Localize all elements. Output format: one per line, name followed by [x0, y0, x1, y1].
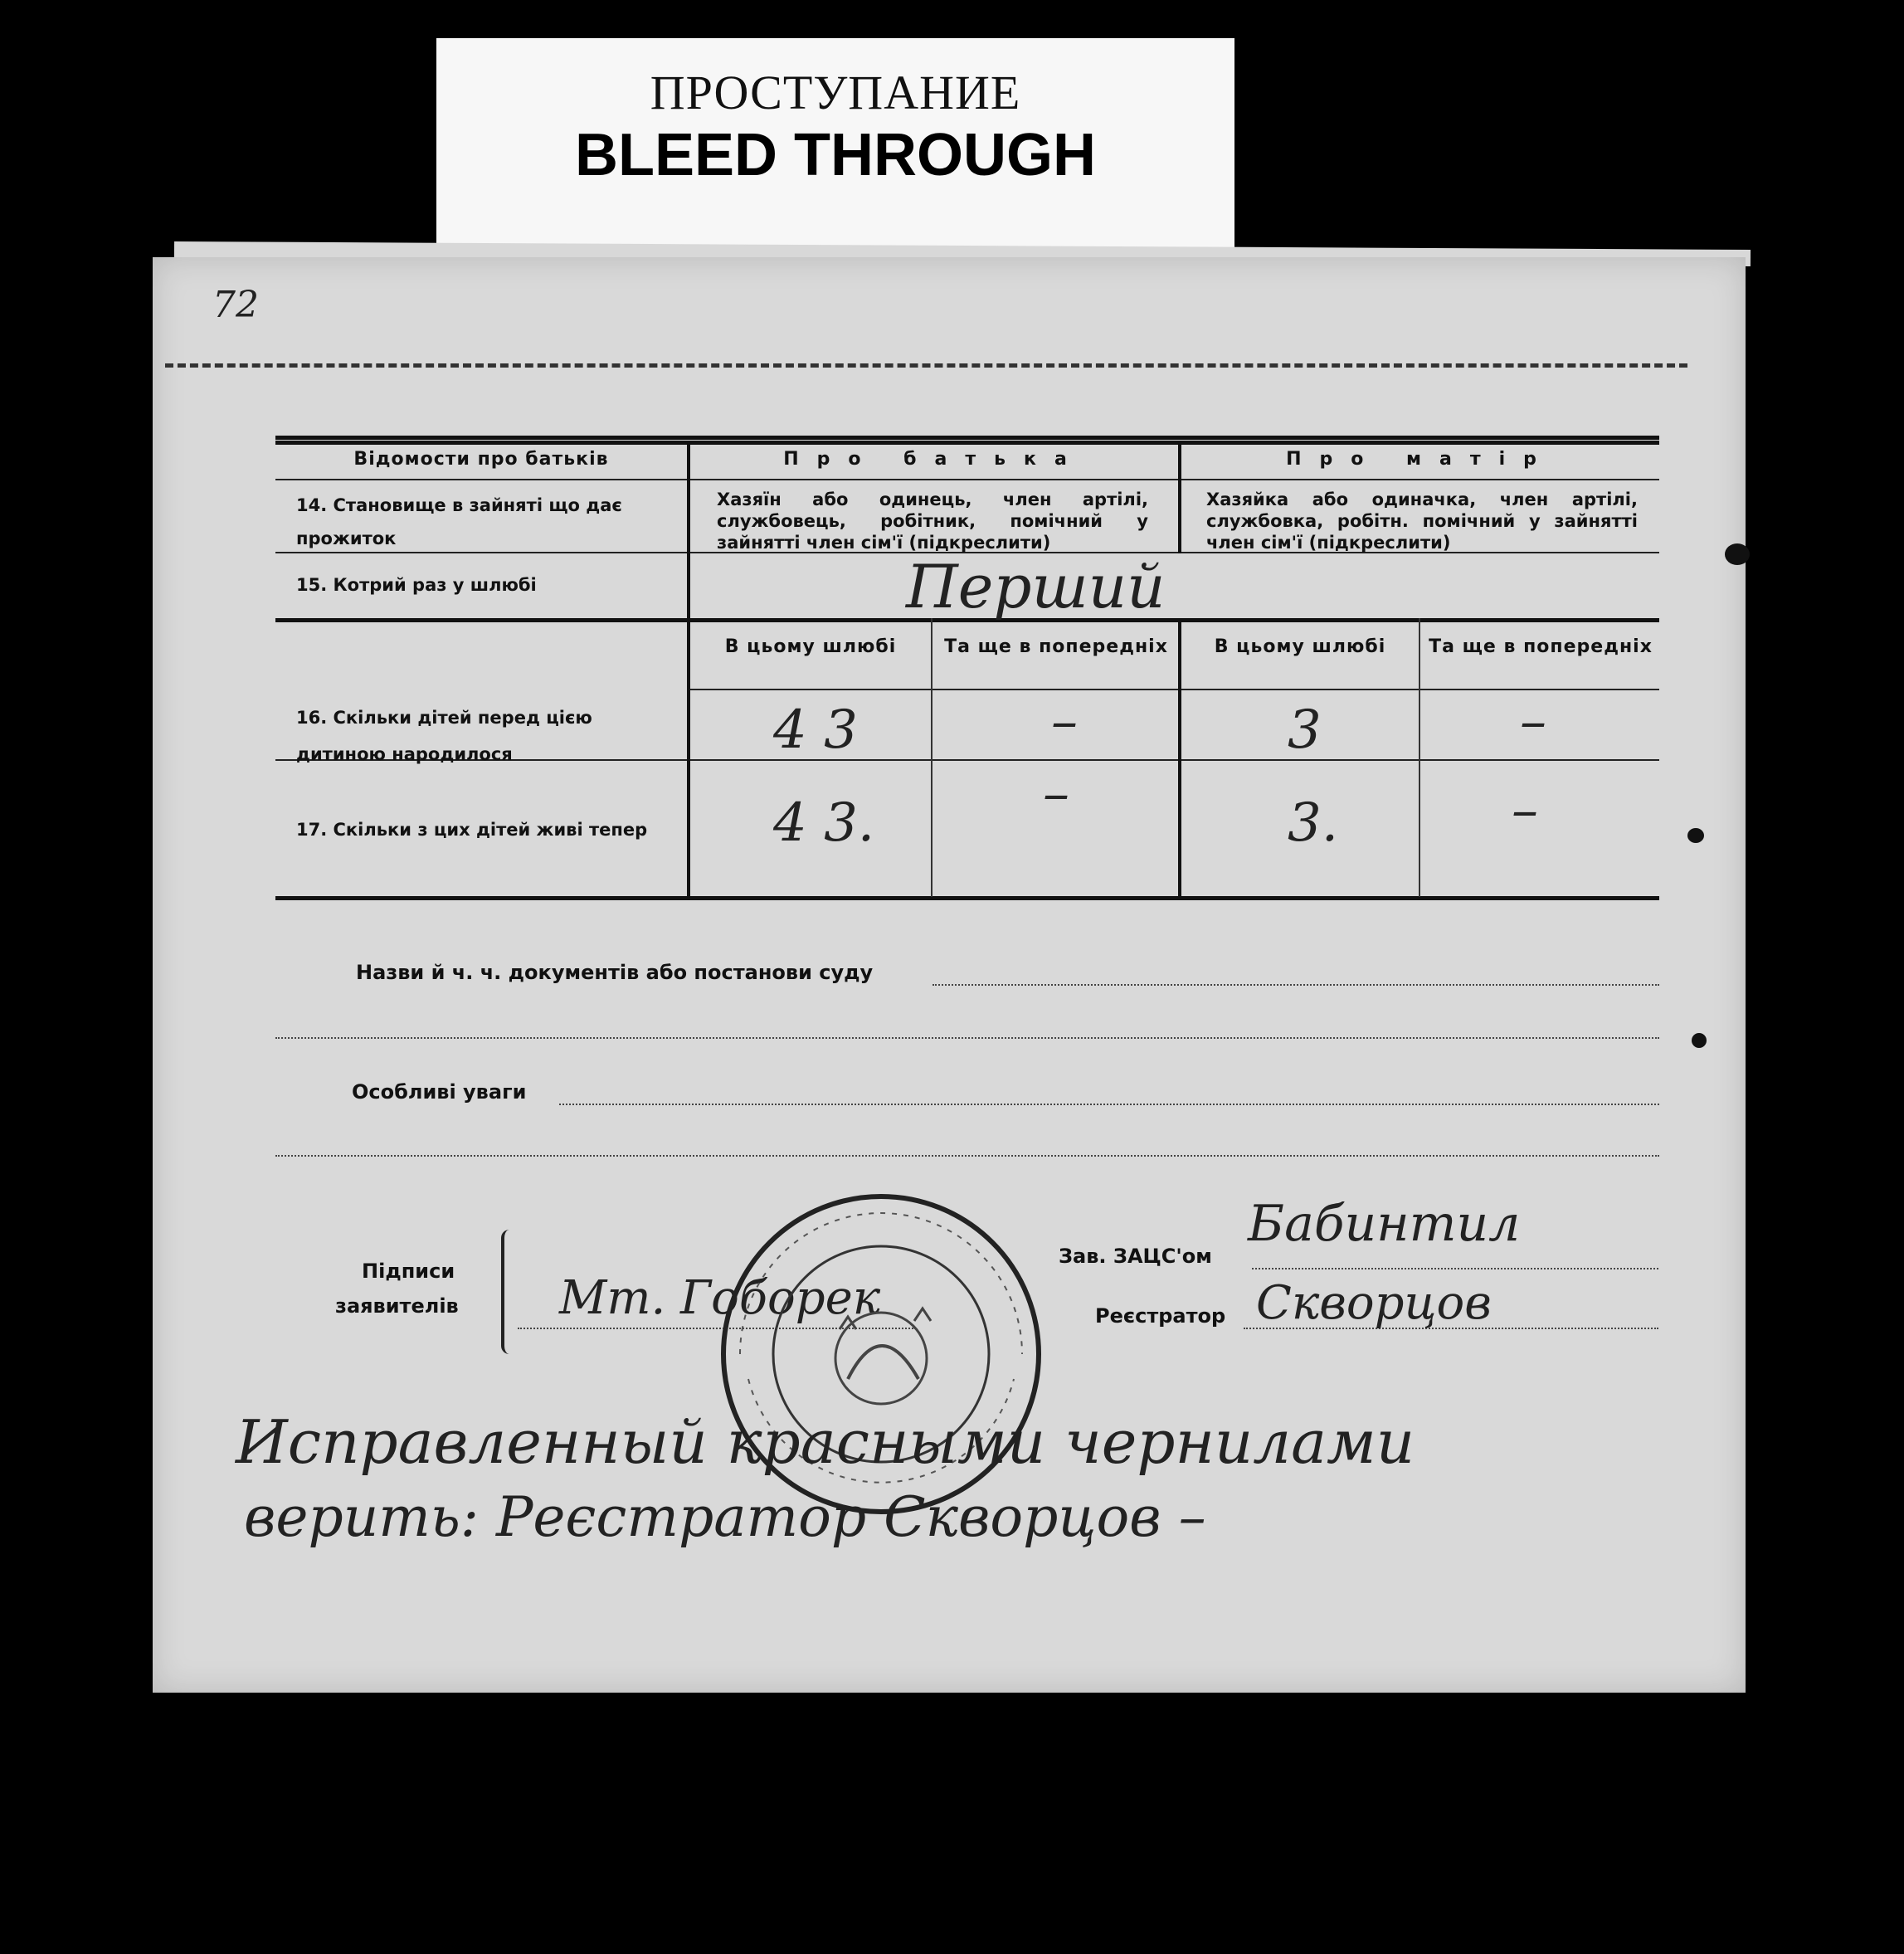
applicants-signatures-label-2: заявителів: [335, 1294, 459, 1318]
notes-label: Особливі уваги: [352, 1080, 527, 1104]
applicant-signature: Mm. Гоборек: [559, 1271, 881, 1325]
subheader-father-this: В цьому шлюбі: [724, 636, 897, 657]
row17-label: 17. Скільки з цих дітей живі тепер: [296, 820, 648, 840]
punch-hole: [1692, 1033, 1707, 1048]
notes-fill-line-2: [275, 1155, 1659, 1157]
row17-father-previous: –: [1043, 763, 1069, 825]
row16-mother-this: 3: [1288, 699, 1322, 761]
row16-mother-previous: –: [1520, 691, 1546, 753]
punch-hole: [1725, 543, 1750, 565]
row14-label: 14. Становище в зайняті що дає прожиток: [296, 495, 622, 548]
row15-handwritten-value: Перший: [906, 552, 1166, 621]
bleed-through-banner: [436, 38, 1234, 252]
punch-hole: [1687, 828, 1704, 843]
tear-line: [165, 363, 1687, 368]
page-number: 72: [212, 284, 259, 326]
applicants-signatures-label: Підписи: [362, 1260, 455, 1283]
brace: [501, 1230, 521, 1354]
subheader-mother-previous: Та ще в попередніх: [1429, 636, 1653, 657]
row14-father-options: Хазяїн або одинець, член артілі, службовець, робітник, помічний у зайнятті член сім'ї (підкреслити): [717, 490, 1148, 553]
subheader-mother-this: В цьому шлюбі: [1214, 636, 1386, 657]
row17-mother-this: 3.: [1288, 792, 1339, 854]
row16-father-previous: –: [1051, 691, 1078, 753]
row17-father-this: 4 3.: [773, 792, 875, 854]
handwritten-note-line2: верить: Реєстратор Скворцов –: [244, 1485, 1206, 1549]
head-sign-line: [1252, 1268, 1658, 1269]
parents-info-table: [275, 436, 1659, 900]
row17-mother-previous: –: [1512, 780, 1538, 841]
banner-title-cyrillic: ПРОСТУПАНИЕ: [650, 66, 1021, 119]
document-page: [153, 257, 1746, 1693]
registrar-signature: Скворцов: [1256, 1276, 1492, 1330]
row16-label: 16. Скільки дітей перед цією дитиною народилося: [296, 708, 592, 764]
handwritten-note-line1: Исправленный красными чернилами: [236, 1407, 1415, 1477]
subheader-father-previous: Та ще в попередніх: [944, 636, 1168, 657]
header-parents-info: Відомости про батьків: [353, 449, 609, 470]
head-label: Зав. ЗАЦС'ом: [1059, 1245, 1212, 1268]
row15-label: 15. Котрий раз у шлюбі: [296, 575, 537, 595]
head-signature: Бабинтил: [1248, 1195, 1521, 1253]
header-father: Про батька: [783, 449, 1085, 470]
header-mother: Про матір: [1286, 449, 1555, 470]
registrar-label: Реєстратор: [1095, 1304, 1226, 1328]
row16-father-this: 4 3: [773, 699, 858, 761]
documents-fill-line-2: [275, 1037, 1659, 1039]
notes-fill-line: [559, 1104, 1659, 1105]
row14-mother-options: Хазяйка або одиначка, член артілі, службовка, робітн. помічний у зайнятті член сім'ї (підкреслити): [1206, 490, 1638, 553]
banner-title-english: BLEED THROUGH: [575, 122, 1096, 188]
documents-fill-line: [933, 984, 1659, 986]
documents-label: Назви й ч. ч. документів або постанови суду: [356, 961, 874, 984]
